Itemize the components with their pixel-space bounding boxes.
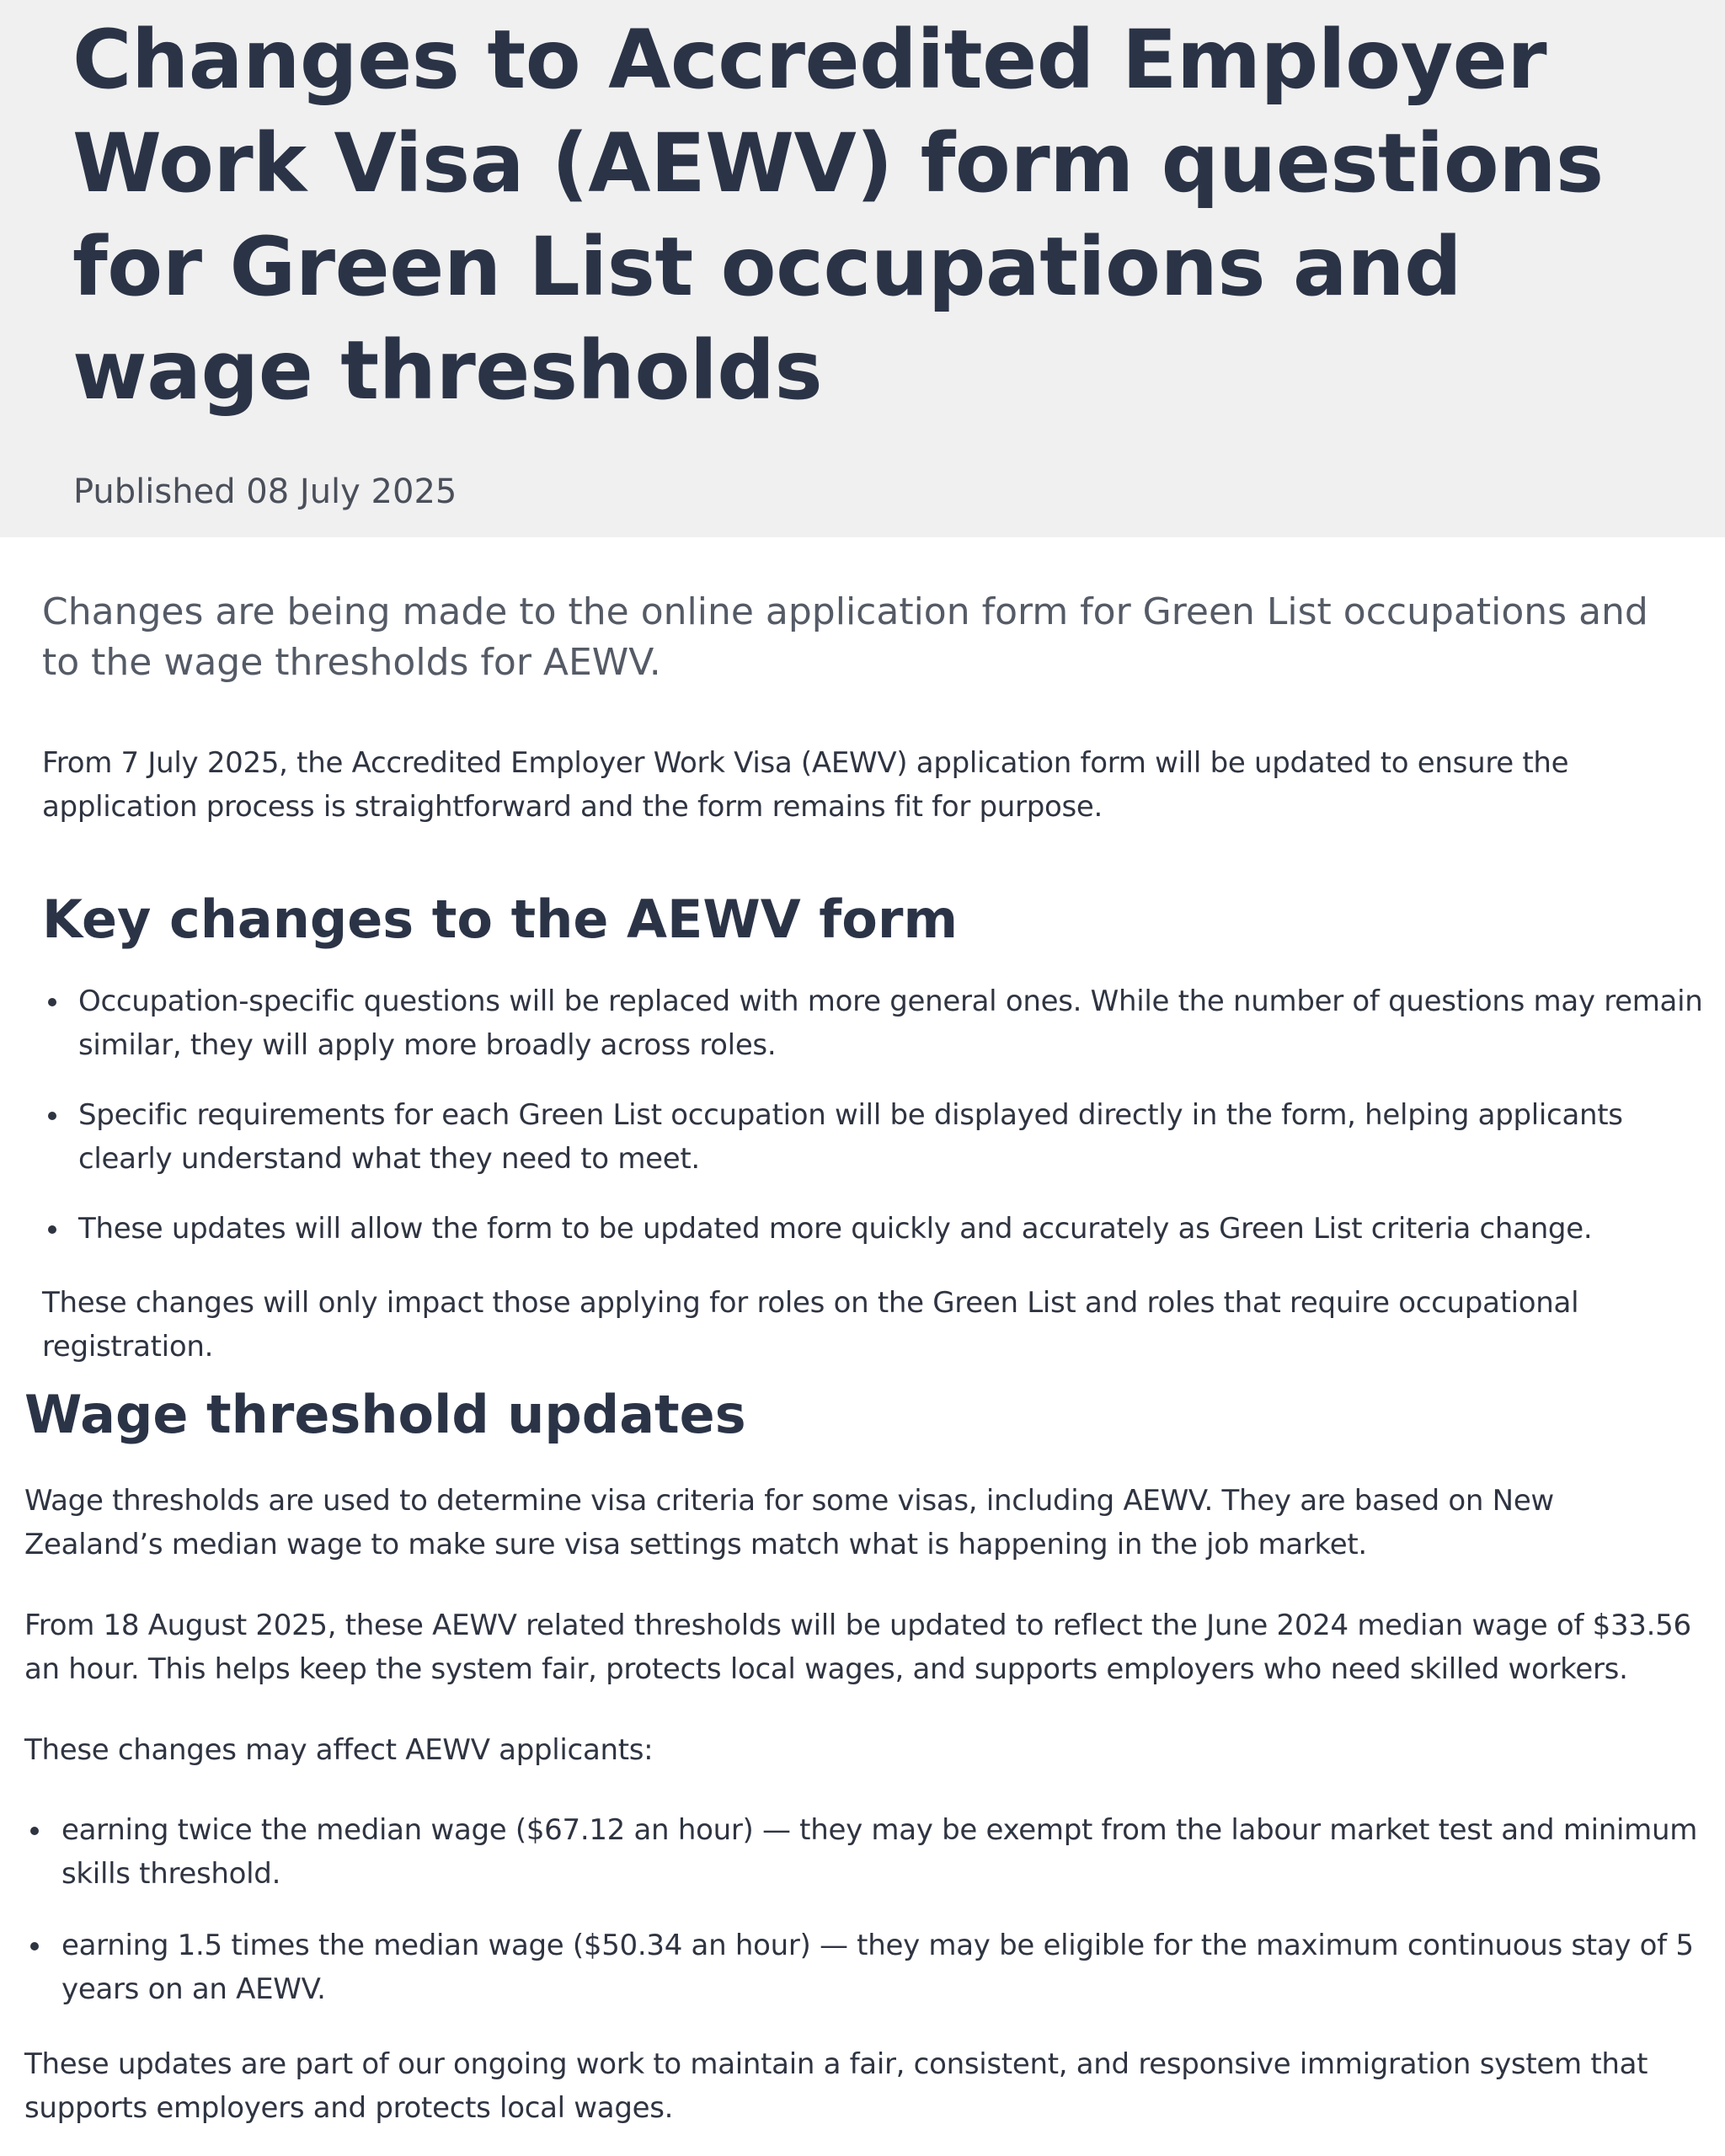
key-changes-list	[42, 979, 1706, 1251]
list-item	[42, 1207, 1706, 1251]
intro-lead: Changes are being made to the online application form for Green List occupations and to the wage thresholds for AEWV.	[42, 590, 1648, 684]
bullet-icon	[48, 1112, 56, 1120]
list-item-text: earning twice the median wage ($67.12 an hour) — they may be exempt from the labour market test and minimum skills threshold.	[61, 1813, 1698, 1891]
key-changes-note: These changes will only impact those applying for roles on the Green List and roles that require occupational registration.	[42, 1286, 1579, 1364]
wage-heading: Wage threshold updates	[24, 1384, 746, 1445]
page-title: Changes to Accredited Employer Work Visa (AEWV) form questions for Green List occupations and wage thresholds	[72, 13, 1604, 418]
published-date: Published 08 July 2025	[73, 472, 457, 511]
intro-paragraph: From 7 July 2025, the Accredited Employer Work Visa (AEWV) application form will be updated to ensure the application process is straightforward and the form remains fit for purpose.	[42, 746, 1569, 824]
list-item-text: Specific requirements for each Green List occupation will be displayed directly in the form, helping applicants clearly understand what they need to meet.	[78, 1098, 1623, 1176]
list-item	[42, 1093, 1706, 1181]
wage-closing: These updates are part of our ongoing work to maintain a fair, consistent, and responsive immigration system that supports employers and protects local wages.	[24, 2047, 1648, 2125]
list-item-text: earning 1.5 times the median wage ($50.34 an hour) — they may be eligible for the maximum continuous stay of 5 years on an AEWV.	[61, 1929, 1694, 2006]
wage-paragraph-2: From 18 August 2025, these AEWV related thresholds will be updated to reflect the June 2024 median wage of $33.56 an hour. This helps keep the system fair, protects local wages, and supports employers who need skilled workers.	[24, 1609, 1691, 1686]
wage-paragraph-1: Wage thresholds are used to determine visa criteria for some visas, including AEWV. They are based on New Zealand’s median wage to make sure visa settings match what is happening in the job market.	[24, 1484, 1554, 1561]
bullet-icon	[48, 1225, 56, 1234]
bullet-icon	[30, 1827, 39, 1835]
list-item-text: Occupation-specific questions will be replaced with more general ones. While the number of questions may remain similar, they will apply more broadly across roles.	[78, 985, 1703, 1062]
wage-impact-list	[24, 1808, 1701, 2011]
wage-paragraph-3: These changes may affect AEWV applicants:	[24, 1733, 654, 1767]
list-item	[24, 1924, 1701, 2011]
page-header	[0, 0, 1725, 537]
list-item	[24, 1808, 1701, 1896]
key-changes-heading: Key changes to the AEWV form	[42, 889, 959, 950]
list-item-text: These updates will allow the form to be updated more quickly and accurately as Green List criteria change.	[78, 1212, 1593, 1246]
bullet-icon	[30, 1942, 39, 1951]
list-item	[42, 979, 1706, 1067]
bullet-icon	[48, 998, 56, 1006]
